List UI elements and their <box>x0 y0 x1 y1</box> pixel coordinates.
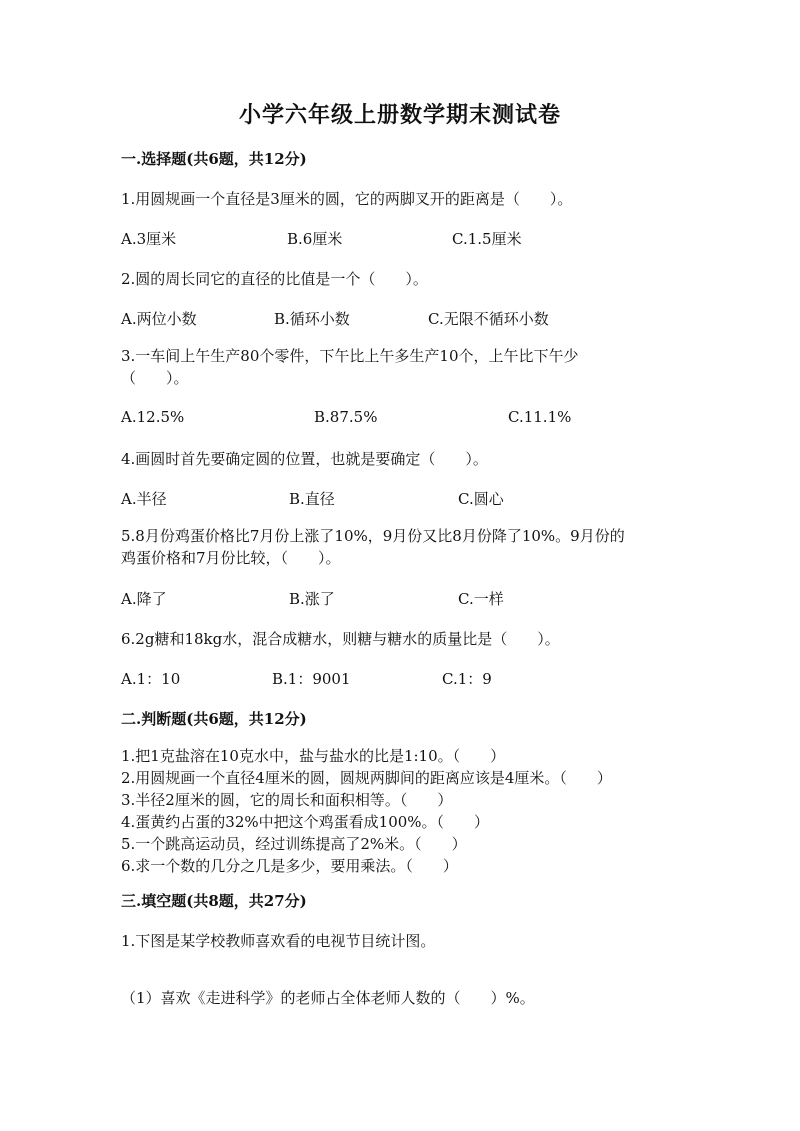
fill-question-1-sub1: （1）喜欢《走进科学》的老师占全体老师人数的（ ）%。 <box>121 989 535 1007</box>
judge-item-5: 5.一个跳高运动员，经过训练提高了2%米。（ ） <box>121 835 467 853</box>
question-3-line2: （ ）。 <box>121 369 189 387</box>
section-heading-choice: 一.选择题(共6题，共12分) <box>121 150 307 168</box>
fill-question-1: 1.下图是某学校教师喜欢看的电视节目统计图。 <box>121 932 436 950</box>
section-heading-fill: 三.填空题(共8题，共27分) <box>121 892 307 910</box>
option-b: B.循环小数 <box>274 310 350 328</box>
option-b: B.1：9001 <box>272 670 351 688</box>
question-3-line1: 3.一车间上午生产80个零件，下午比上午多生产10个，上午比下午少 <box>121 347 579 365</box>
option-a: A.12.5% <box>121 408 185 426</box>
option-c: C.无限不循环小数 <box>428 310 549 328</box>
option-a: A.1：10 <box>121 670 181 688</box>
option-a: A.降了 <box>121 590 167 608</box>
section-heading-judge: 二.判断题(共6题，共12分) <box>121 710 307 728</box>
question-5-line1: 5.8月份鸡蛋价格比7月份上涨了10%，9月份又比8月份降了10%。9月份的 <box>121 527 625 545</box>
judge-item-1: 1.把1克盐溶在10克水中，盐与盐水的比是1:10。（ ） <box>121 747 506 765</box>
question-6: 6.2g糖和18kg水，混合成糖水，则糖与糖水的质量比是（ ）。 <box>121 630 560 648</box>
option-a: A.3厘米 <box>121 230 177 248</box>
question-5 <box>121 525 625 569</box>
question-5-line2: 鸡蛋价格和7月份比较，（ ）。 <box>121 549 341 567</box>
question-1: 1.用圆规画一个直径是3厘米的圆，它的两脚叉开的距离是（ ）。 <box>121 190 573 208</box>
judge-item-3: 3.半径2厘米的圆，它的周长和面积相等。（ ） <box>121 791 453 809</box>
question-3 <box>121 345 579 389</box>
option-c: C.1.5厘米 <box>452 230 522 248</box>
judge-item-4: 4.蛋黄约占蛋的32%中把这个鸡蛋看成100%。（ ） <box>121 813 490 831</box>
page-title: 小学六年级上册数学期末测试卷 <box>238 102 561 128</box>
option-b: B.涨了 <box>289 590 335 608</box>
option-c: C.1：9 <box>442 670 492 688</box>
judge-item-6: 6.求一个数的几分之几是多少，要用乘法。（ ） <box>121 857 458 875</box>
judge-item-2: 2.用圆规画一个直径4厘米的圆，圆规两脚间的距离应该是4厘米。（ ） <box>121 769 612 787</box>
option-b: B.直径 <box>289 490 335 508</box>
question-2: 2.圆的周长同它的直径的比值是一个（ ）。 <box>121 270 428 288</box>
option-c: C.圆心 <box>458 490 504 508</box>
judge-list <box>121 745 612 877</box>
option-a: A.两位小数 <box>121 310 197 328</box>
question-4: 4.画圆时首先要确定圆的位置，也就是要确定（ ）。 <box>121 450 488 468</box>
option-b: B.87.5% <box>314 408 378 426</box>
option-b: B.6厘米 <box>287 230 343 248</box>
option-c: C.11.1% <box>508 408 572 426</box>
option-c: C.一样 <box>458 590 504 608</box>
option-a: A.半径 <box>121 490 167 508</box>
